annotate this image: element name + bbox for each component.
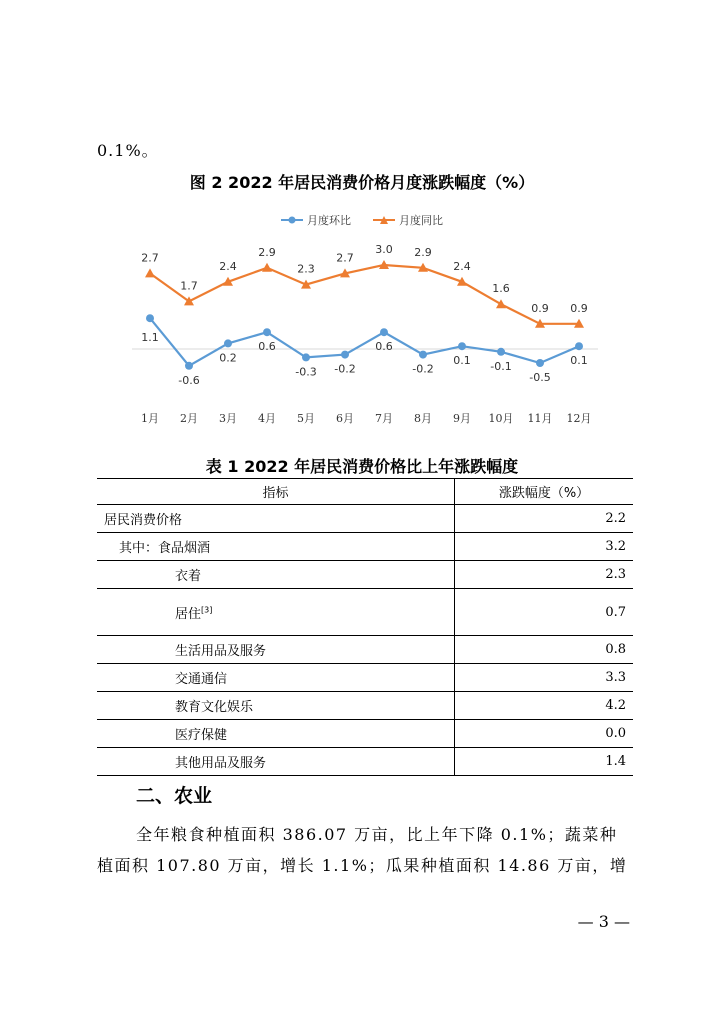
data-label-yoy: 0.9 — [531, 301, 549, 315]
section-heading: 二、农业 — [136, 785, 213, 807]
legend-label-yoy: 月度同比 — [399, 214, 443, 227]
data-label-yoy: 1.6 — [492, 282, 510, 296]
legend-item-yoy — [373, 212, 443, 228]
x-tick-label: 11月 — [527, 412, 553, 425]
data-label-mom: 0.2 — [219, 351, 237, 365]
lead-text: 0.1%。 — [97, 141, 159, 160]
x-tick-label: 5月 — [297, 412, 315, 425]
data-label-yoy: 2.9 — [258, 245, 276, 259]
data-point-mom — [380, 328, 388, 336]
table-header-row — [97, 479, 633, 505]
data-point-yoy — [145, 268, 155, 277]
row-label: 衣着 — [97, 561, 455, 589]
table-row — [97, 664, 633, 692]
row-value: 2.2 — [455, 505, 634, 533]
data-point-mom — [341, 351, 349, 359]
table-row — [97, 505, 633, 533]
legend-item-mom — [281, 212, 351, 228]
table-row — [97, 692, 633, 720]
x-tick-label: 4月 — [258, 412, 276, 425]
data-point-mom — [302, 353, 310, 361]
header-change: 涨跌幅度（%） — [455, 479, 634, 505]
data-label-mom: -0.1 — [490, 359, 512, 373]
data-label-mom: -0.3 — [295, 365, 317, 379]
data-point-yoy — [496, 299, 506, 308]
table-row — [97, 561, 633, 589]
chart-legend — [0, 212, 724, 228]
data-label-yoy: 2.7 — [141, 251, 159, 265]
table-title: 表 1 2022 年居民消费价格比上年涨跌幅度 — [205, 457, 519, 476]
data-label-yoy: 2.7 — [336, 251, 354, 265]
data-label-mom: 1.1 — [141, 331, 159, 345]
row-label-cell — [97, 589, 455, 636]
x-tick-label: 2月 — [180, 412, 198, 425]
data-point-mom — [419, 351, 427, 359]
data-label-mom: 0.1 — [453, 354, 471, 368]
data-label-yoy: 2.4 — [219, 259, 237, 273]
data-point-yoy — [262, 263, 272, 272]
triangle-marker-icon — [373, 219, 395, 221]
data-point-mom — [146, 314, 154, 322]
data-label-mom: -0.5 — [529, 371, 551, 384]
series-line-yoy — [150, 262, 579, 324]
data-label-mom: 0.1 — [570, 354, 588, 368]
data-point-mom — [185, 362, 193, 370]
row-label: 医疗保健 — [97, 720, 455, 748]
data-label-mom: 0.6 — [258, 340, 276, 354]
row-label: 交通通信 — [97, 664, 455, 692]
table-row — [97, 636, 633, 664]
data-point-mom — [224, 339, 232, 347]
cpi-table — [97, 478, 633, 776]
data-point-mom — [575, 342, 583, 350]
figure-title: 图 2 2022 年居民消费价格月度涨跌幅度（%） — [189, 173, 535, 192]
circle-marker-icon — [281, 219, 303, 221]
paragraph-line: 全年粮食种植面积 386.07 万亩，比上年下降 0.1%；蔬菜种 — [136, 825, 618, 844]
footnote-ref[interactable]: [3] — [201, 605, 213, 615]
table-row — [97, 589, 633, 636]
row-label: 居住 — [175, 606, 202, 622]
data-label-mom: -0.2 — [412, 362, 434, 376]
row-label: 教育文化娱乐 — [97, 692, 455, 720]
data-point-mom — [497, 348, 505, 356]
data-label-mom: -0.2 — [334, 362, 356, 376]
x-tick-label: 10月 — [488, 412, 514, 425]
table-row — [97, 720, 633, 748]
row-value: 2.3 — [455, 561, 634, 589]
x-tick-label: 12月 — [566, 412, 592, 425]
paragraph-line: 植面积 107.80 万亩，增长 1.1%；瓜果种植面积 14.86 万亩，增 — [97, 856, 628, 875]
data-label-yoy: 2.9 — [414, 245, 432, 259]
row-value: 1.4 — [455, 748, 634, 776]
x-tick-label: 1月 — [141, 412, 159, 425]
data-point-mom — [263, 328, 271, 336]
table-row — [97, 748, 633, 776]
data-label-mom: 0.6 — [375, 340, 393, 354]
x-tick-label: 6月 — [336, 412, 354, 425]
row-value: 0.0 — [455, 720, 634, 748]
page-number: — 3 — — [577, 912, 630, 931]
data-label-yoy: 3.0 — [375, 243, 393, 256]
row-label: 其中：食品烟酒 — [97, 533, 455, 561]
row-label: 其他用品及服务 — [97, 748, 455, 776]
x-tick-label: 9月 — [453, 412, 471, 425]
series-line-mom — [150, 318, 579, 366]
row-value: 3.3 — [455, 664, 634, 692]
data-point-mom — [458, 342, 466, 350]
data-point-mom — [536, 359, 544, 367]
data-label-yoy: 1.7 — [180, 279, 198, 293]
x-tick-label: 7月 — [375, 412, 393, 425]
x-tick-label: 8月 — [414, 412, 432, 425]
row-label: 生活用品及服务 — [97, 636, 455, 664]
table-row — [97, 533, 633, 561]
header-indicator: 指标 — [97, 479, 455, 505]
line-chart — [0, 235, 724, 435]
row-value: 4.2 — [455, 692, 634, 720]
row-value: 0.8 — [455, 636, 634, 664]
data-label-yoy: 2.4 — [453, 259, 471, 273]
row-value: 3.2 — [455, 533, 634, 561]
row-label: 居民消费价格 — [97, 505, 455, 533]
legend-label-mom: 月度环比 — [307, 214, 351, 227]
data-label-mom: -0.6 — [178, 373, 200, 387]
data-label-yoy: 0.9 — [570, 301, 588, 315]
x-tick-label: 3月 — [219, 412, 237, 425]
row-value: 0.7 — [455, 589, 634, 636]
data-label-yoy: 2.3 — [297, 262, 315, 276]
